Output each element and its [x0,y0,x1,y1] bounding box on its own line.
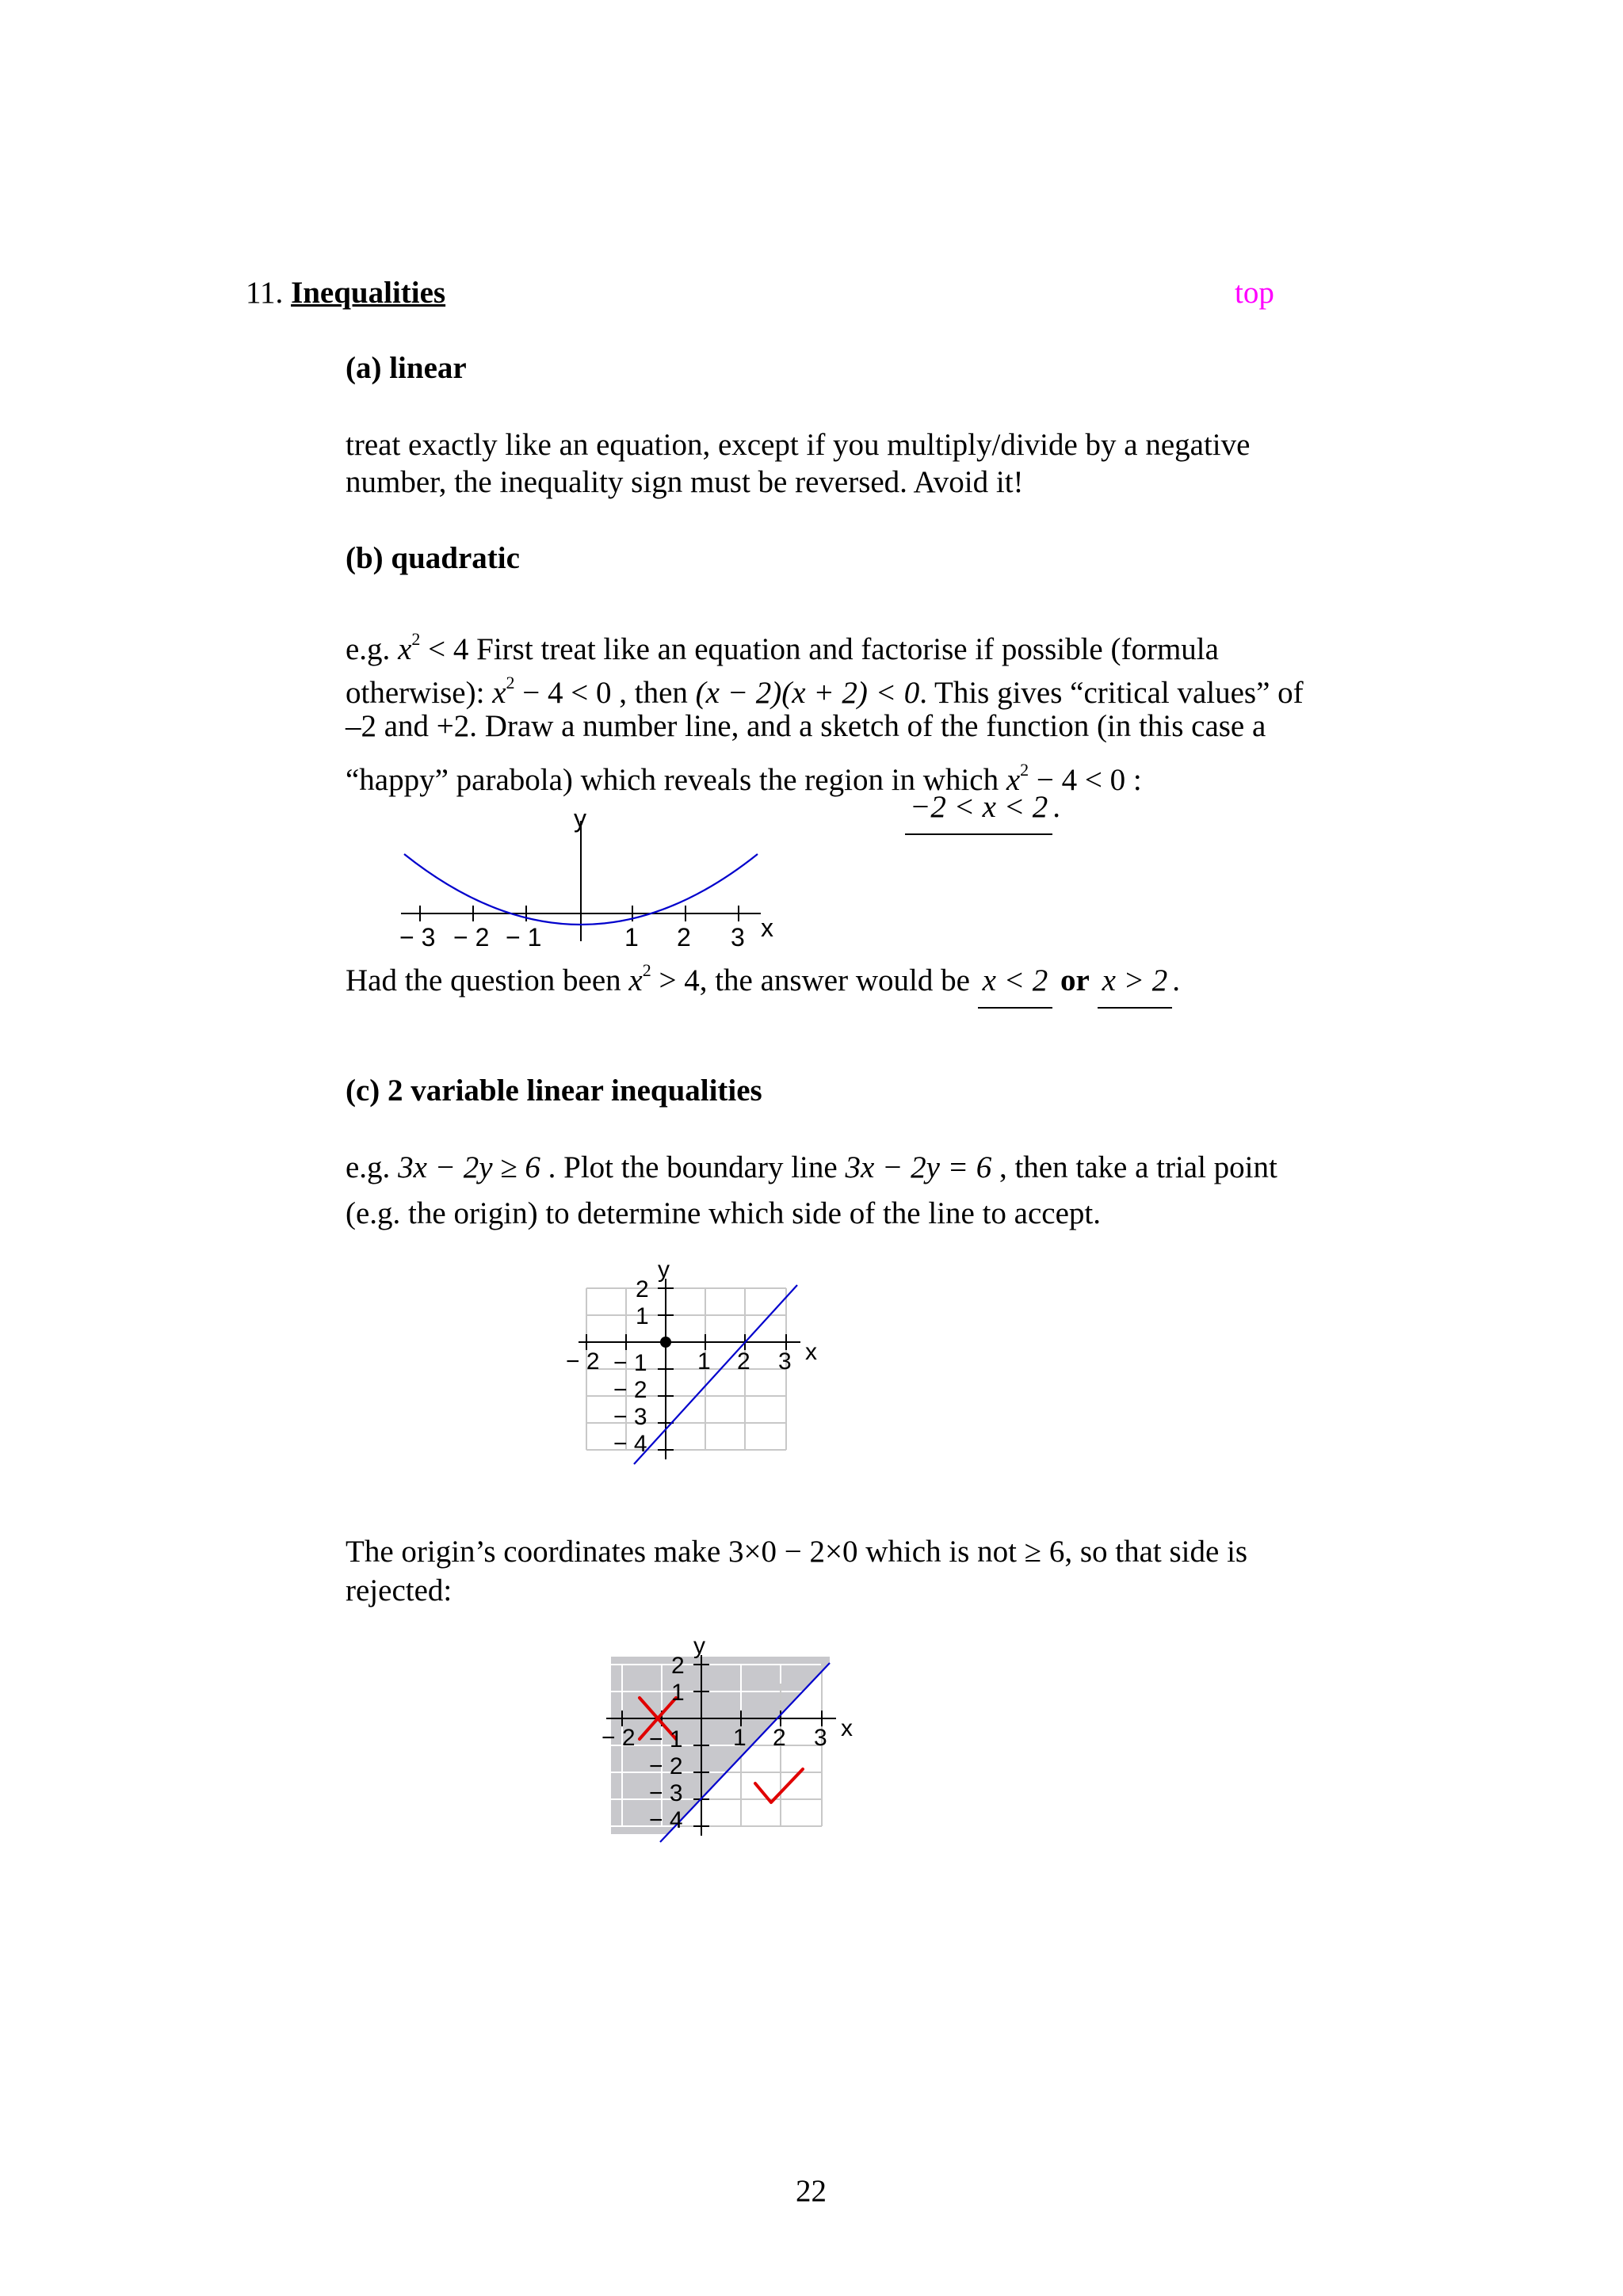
quadratic-line-4: “happy” parabola) which reveals the region in which $x^2 - 4 < 0$ : [346,760,1142,797]
x-tick-label: 1 [697,1348,711,1375]
y-tick-label: − 3 [613,1404,647,1430]
two-variable-line-1: e.g. 3x − 2y ≥ 6 . Plot the boundary line 3x − 2y = 6 , then take a trial point [346,1150,1277,1184]
linear-text-line-1: treat exactly like an equation, except if you multiply/divide by a negative [346,428,1251,462]
origin-text-line-1: The origin’s coordinates make 3×0 − 2×0 which is not ≥ 6, so that side is [346,1535,1248,1569]
linear-text-line-2: number, the inequality sign must be reversed. Avoid it! [346,465,1024,499]
subheading-linear: (a) linear [346,351,467,385]
subheading-two-variable: (c) 2 variable linear inequalities [346,1074,762,1108]
y-tick-label: − 4 [649,1807,683,1833]
boundary-line [634,1285,797,1464]
x-tick-label: 2 [737,1348,750,1375]
quadratic-answer: −2 < x < 2 . [905,786,1060,835]
page-number: 22 [796,2174,827,2208]
x-tick-label: − 2 [566,1348,600,1375]
boundary-line-graph [563,1252,832,1474]
x-tick-label: 3 [814,1725,827,1751]
shaded-region-graph [598,1628,868,1850]
y-tick-label: − 1 [613,1350,647,1376]
section-number: 11. [246,276,284,310]
y-tick-label: 2 [636,1276,649,1302]
x-tick-label: 2 [773,1725,786,1751]
y-axis-label: y [574,804,586,833]
section-heading [246,272,445,315]
tick-label: 2 [677,923,691,952]
y-tick-label: 1 [671,1680,685,1706]
x-tick-label: 3 [778,1348,792,1375]
quadratic-line-3: –2 and +2. Draw a number line, and a sketch of the function (in this case a [346,709,1266,743]
y-tick-label: − 4 [613,1431,647,1457]
origin-text-line-2: rejected: [346,1573,453,1608]
quadratic-line-1: e.g. $x^2 < 4$ First treat like an equation and factorise if possible (formula [346,629,1219,666]
x-axis-label: x [761,913,773,942]
y-axis-label: y [658,1257,670,1283]
tick-label: − 2 [453,923,490,952]
y-tick-label: − 2 [613,1377,647,1403]
section-title: Inequalities [291,276,446,310]
quadratic-followup: Had the question been $x^2 > 4$, the answer would be x < 2 or x > 2 . [346,949,1180,1009]
x-axis-label: x [841,1715,853,1741]
subheading-quadratic: (b) quadratic [346,541,520,575]
accept-check-icon [755,1769,803,1802]
two-variable-line-2: (e.g. the origin) to determine which side of the line to accept. [346,1196,1102,1230]
parabola-graph [388,800,800,959]
tick-label: − 3 [399,923,436,952]
y-tick-label: − 2 [649,1753,683,1779]
quadratic-line-2: otherwise): $x^2 - 4 < 0$ , then (x − 2)(x + 2) < 0. This gives “critical values” of [346,673,1304,710]
origin-point [660,1337,671,1348]
y-tick-label: − 1 [649,1726,683,1753]
y-axis-label: y [693,1633,705,1659]
y-tick-label: 2 [671,1653,685,1679]
tick-label: 3 [731,923,745,952]
x-tick-label: 1 [733,1725,747,1751]
tick-label: − 1 [506,923,542,952]
y-tick-label: 1 [636,1303,649,1329]
y-tick-label: − 3 [649,1780,683,1806]
x-axis-label: x [805,1339,817,1365]
top-link[interactable]: top [1235,276,1274,310]
tick-label: 1 [624,923,639,952]
x-tick-label: − 2 [601,1725,636,1751]
